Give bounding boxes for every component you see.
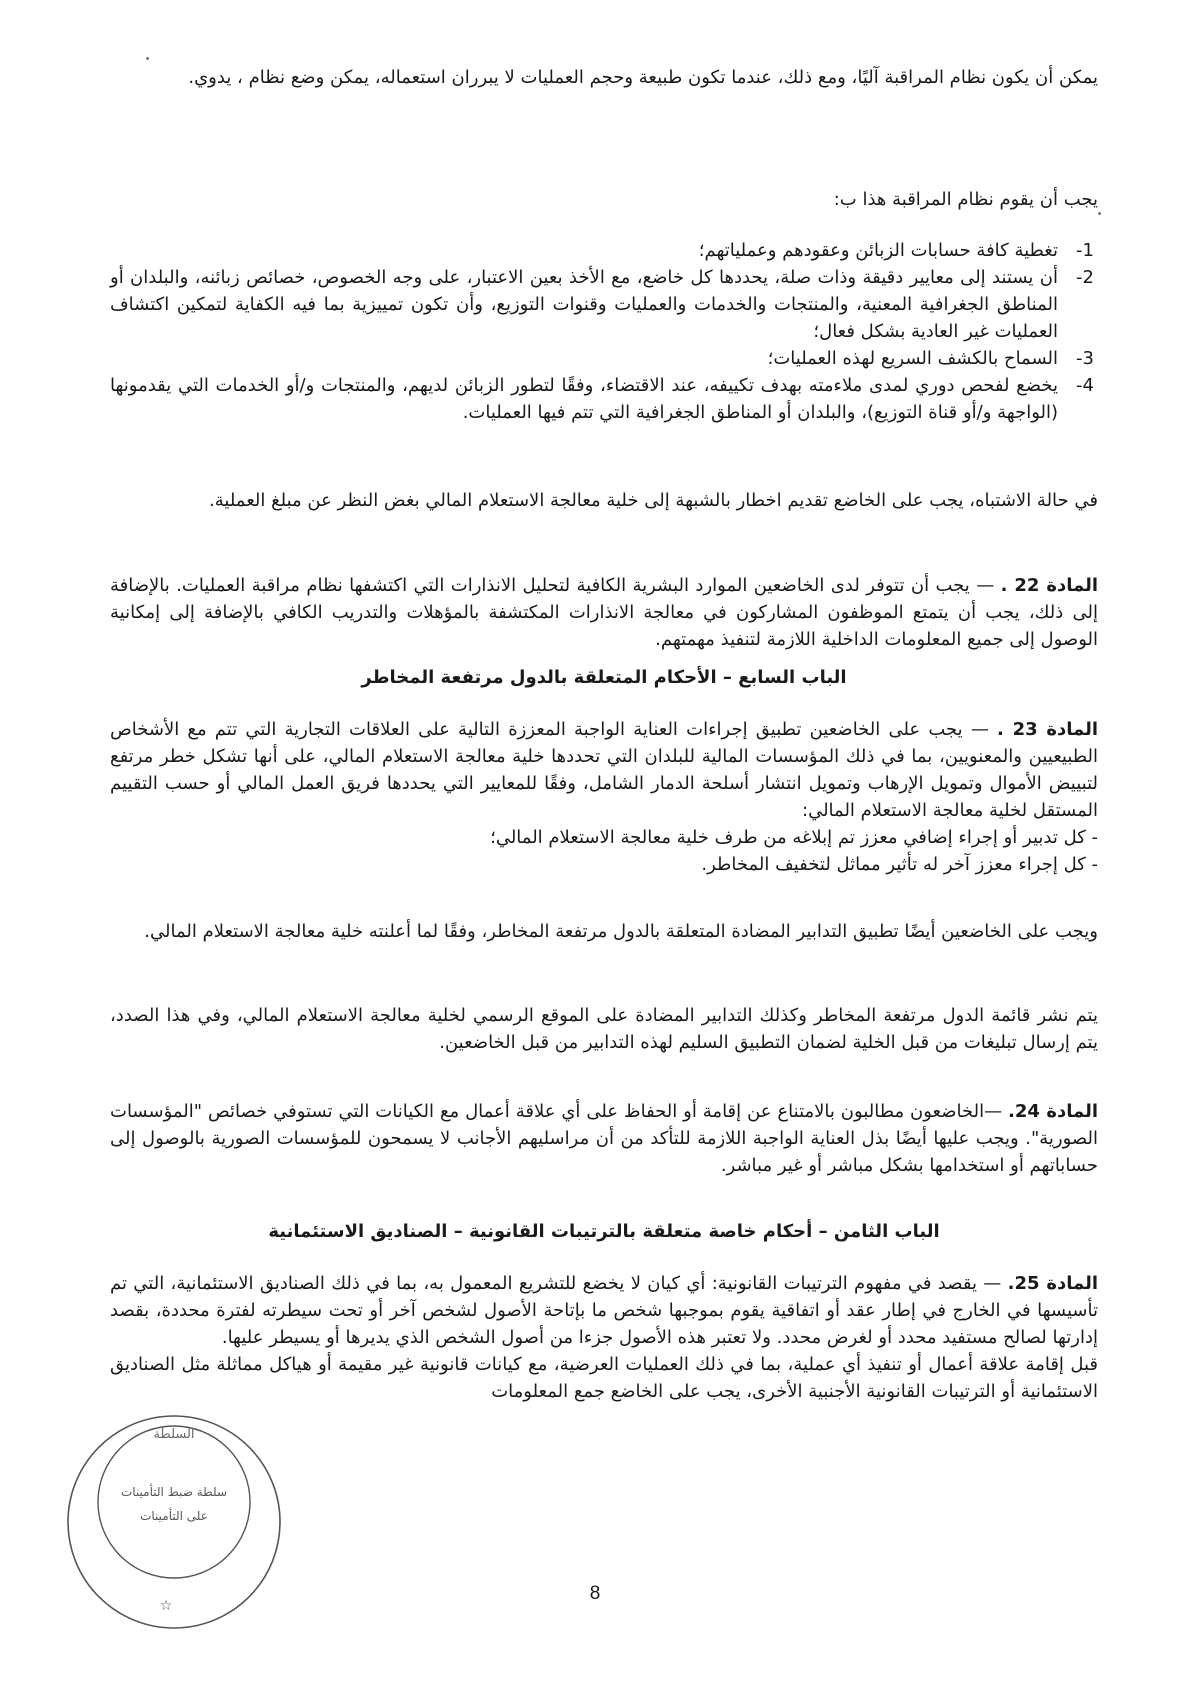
stamp-inner-ring xyxy=(98,1426,250,1578)
intro-paragraph xyxy=(110,64,1098,91)
list-text: يخضع لفحص دوري لمدى ملاءمته بهدف تكييفه، عند الاقتضاء، وفقًا لتطور الزبائن لديهم، والمنتجات و/أو الخدمات التي يقدمونها (الواجهة و/أو قناة التوزيع)، والبلدان أو المناطق الجغرافية التي تتم فيها العمليات. xyxy=(110,375,1058,423)
scan-speck xyxy=(1098,212,1101,215)
list-text: السماح بالكشف السريع لهذه العمليات؛ xyxy=(767,348,1058,369)
requirements-intro-text: يجب أن يقوم نظام المراقبة هذا ب: xyxy=(833,189,1098,210)
suspicion-paragraph xyxy=(110,487,1098,514)
countermeasures-paragraph xyxy=(110,918,1098,945)
scan-speck xyxy=(146,57,149,60)
suspicion-text: في حالة الاشتباه، يجب على الخاضع تقديم اخطار بالشبهة إلى خلية معالجة الاستعلام المالي بغض النظر عن مبلغ العملية. xyxy=(209,490,1098,511)
list-item xyxy=(110,345,1094,372)
list-item xyxy=(110,264,1094,345)
list-text: أن يستند إلى معايير دقيقة وذات صلة، يحددها كل خاضع، مع الأخذ بعين الاعتبار، على وجه الخصوص، خصائص زبائنه، والبلدان أو المناطق الجغرافية المعنية، والمنتجات والخدمات والعمليات وقنوات التوزيع، وأن تكون تمييزية بما فيه الكفاية لتمكين اكتشاف العمليات غير العادية بشكل فعال؛ xyxy=(110,267,1058,342)
list-number: 2- xyxy=(1076,267,1094,288)
article-text: — يجب أن تتوفر لدى الخاضعين الموارد البشرية الكافية لتحليل الانذارات التي اكتشفها نظام مراقبة العمليات. بالإضافة إلى ذلك، يجب أن يتمتع الموظفون المشاركون في معالجة الانذارات المكتشفة بالمؤهلات والتدريب الكافي بالإضافة إلى إمكانية الوصول إلى جميع المعلومات الداخلية اللازمة لتنفيذ مهمتهم. xyxy=(110,575,1098,650)
list-number: 3- xyxy=(1076,348,1094,369)
stamp-inner-line-1: سلطة ضبط التأمينات xyxy=(120,1485,228,1499)
list-item xyxy=(110,372,1094,426)
page-number: 8 xyxy=(589,1583,601,1604)
list-number: 1- xyxy=(1076,240,1094,261)
requirements-list xyxy=(110,237,1094,426)
article-23 xyxy=(110,716,1098,878)
article-24 xyxy=(110,1098,1098,1179)
article-label: المادة 25. xyxy=(1007,1273,1098,1294)
article-text: — يقصد في مفهوم الترتيبات القانونية: أي كيان لا يخضع للتشريع المعمول به، بما في ذلك الصناديق الاستئمانية، التي تم تأسيسها في الخارج في إطار عقد أو اتفاقية يقوم بموجبها شخص ما بإتاحة الأصول لشخص آخر أو تحت سيطرته لفترة محددة، بقصد إدارتها لصالح مستفيد محدد أو لغرض محدد. ولا تعتبر هذه الأصول جزءا من أصول الشخص الذي يديرها أو يسيطر عليها. xyxy=(110,1273,1098,1348)
stamp-outer-text: السلطة xyxy=(153,1427,195,1442)
stamp-inner-line-2: على التأمينات xyxy=(140,1509,208,1523)
intro-text: يمكن أن يكون نظام المراقبة آليًا، ومع ذلك، عندما تكون طبيعة وحجم العمليات لا يبرران استعماله، يمكن وضع نظام ، يدوي. xyxy=(188,67,1098,88)
list-text: تغطية كافة حسابات الزبائن وعقودهم وعملياتهم؛ xyxy=(698,240,1058,261)
article-label: المادة 22 . xyxy=(1000,575,1098,596)
bullet-item: - كل تدبير أو إجراء إضافي معزز تم إبلاغه من طرف خلية معالجة الاستعلام المالي؛ xyxy=(490,827,1098,848)
list-number: 4- xyxy=(1076,375,1094,396)
stamp-star-icon: ☆ xyxy=(159,1598,173,1614)
article-text: — يجب على الخاضعين تطبيق إجراءات العناية الواجبة المعززة التالية على العلاقات التجارية التي تتم مع الأشخاص الطبيعيين والمعنويين، بما في ذلك المؤسسات المالية للبلدان التي تحددها خلية معالجة الاستعلام المالي، على أنها تشكل خطر مرتفع لتبييض الأموال وتمويل الإرهاب وتمويل انتشار أسلحة الدمار الشامل، وفقًا للمعايير التي يحددها فريق العمل المالي أو حسب التقييم المستقل لخلية معالجة الاستعلام المالي: xyxy=(110,719,1098,821)
countermeasures-text: ويجب على الخاضعين أيضًا تطبيق التدابير المضادة المتعلقة بالدول مرتفعة المخاطر، وفقًا لما أعلنته خلية معالجة الاستعلام المالي. xyxy=(144,921,1098,942)
requirements-intro xyxy=(110,186,1098,213)
bullet-item: - كل إجراء معزز آخر له تأثير مماثل لتخفيف المخاطر. xyxy=(701,854,1098,875)
publication-paragraph xyxy=(110,1002,1098,1056)
publication-text: يتم نشر قائمة الدول مرتفعة المخاطر وكذلك التدابير المضادة على الموقع الرسمي لخلية معالجة الاستعلام المالي، وفي هذا الصدد، يتم إرسال تبليغات من قبل الخلية لضمان التطبيق السليم لهذه التدابير من قبل الخاضعين. xyxy=(110,1005,1098,1053)
article-25 xyxy=(110,1270,1098,1405)
article-label: المادة 24. xyxy=(1008,1101,1099,1122)
article-25-second-paragraph: قبل إقامة علاقة أعمال أو تنفيذ أي عملية، بما في ذلك العمليات العرضية، مع كيانات قانونية غير مقيمة أو هياكل مماثلة مثل الصناديق الاستئمانية أو الترتيبات القانونية الأجنبية الأخرى، يجب على الخاضع جمع المعلومات xyxy=(110,1354,1098,1402)
article-text: —الخاضعون مطالبون بالامتناع عن إقامة أو الحفاظ على أي علاقة أعمال مع الكيانات التي تستوفي خصائص "المؤسسات الصورية". ويجب عليها أيضًا بذل العناية الواجبة اللازمة للتأكد من أن مراسليهم الأجانب لا يسمحون للمؤسسات الصورية بالوصول إلى حساباتهم أو استخدامها بشكل مباشر أو غير مباشر. xyxy=(110,1101,1098,1176)
article-label: المادة 23 . xyxy=(997,719,1099,740)
chapter-8-heading: الباب الثامن – أحكام خاصة متعلقة بالترتيبات القانونية – الصناديق الاستئمانية xyxy=(268,1221,940,1242)
chapter-7-heading: الباب السابع – الأحكام المتعلقة بالدول مرتفعة المخاطر xyxy=(361,667,847,688)
article-22 xyxy=(110,572,1098,653)
official-stamp xyxy=(62,1410,292,1640)
list-item xyxy=(110,237,1094,264)
